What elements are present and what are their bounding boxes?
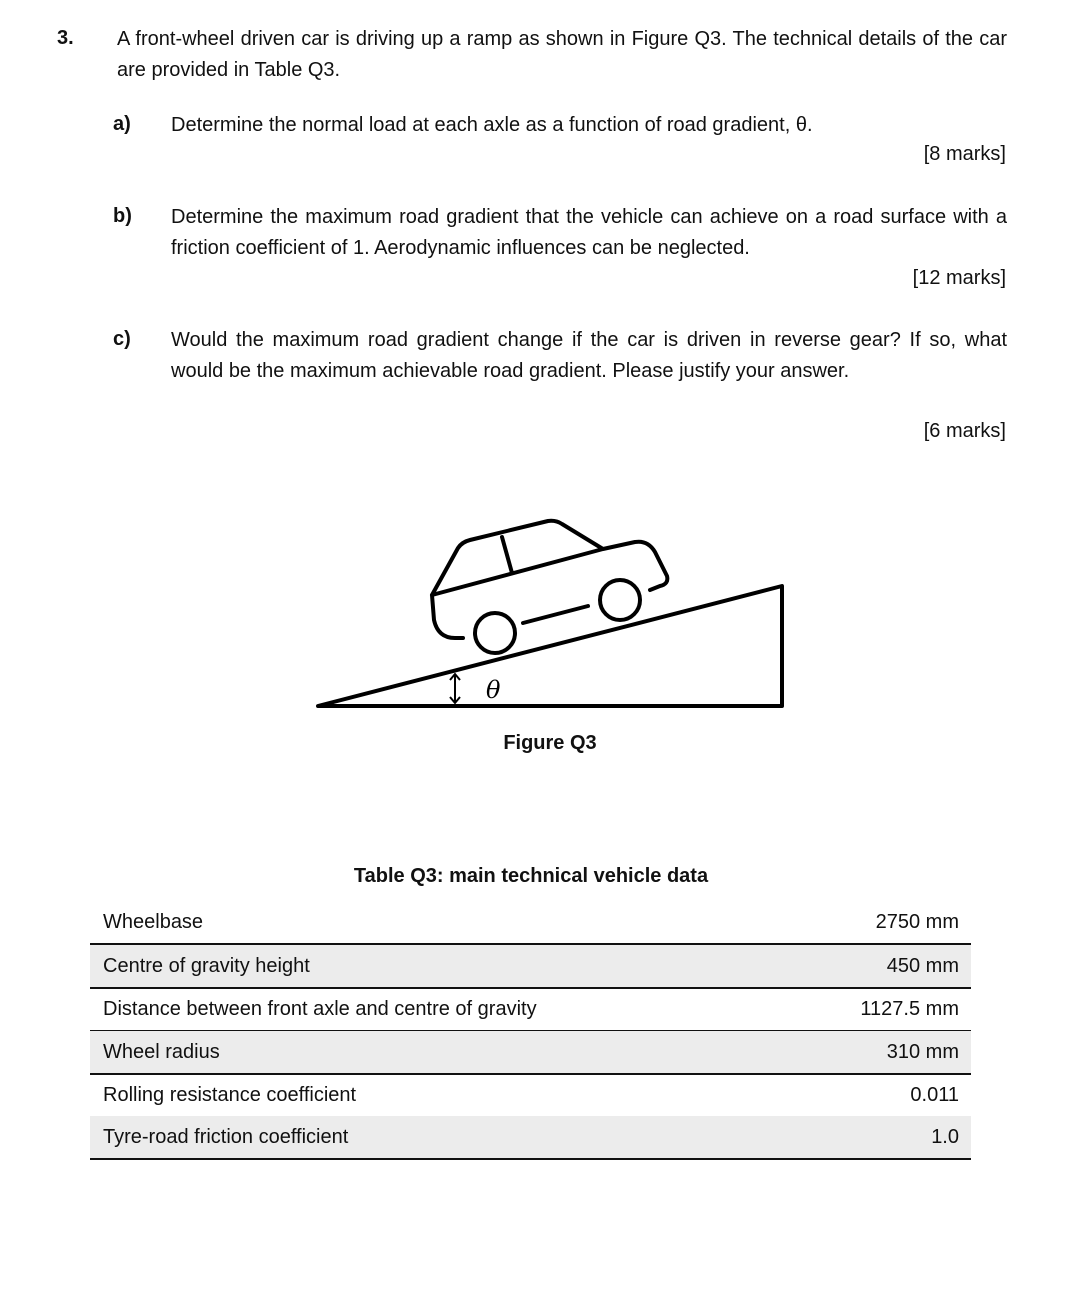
angle-arrow-icon xyxy=(450,674,460,703)
row-label: Rolling resistance coefficient xyxy=(103,1084,357,1106)
row-label: Wheelbase xyxy=(103,911,204,933)
question-number: 3. xyxy=(57,27,74,49)
part-c-label: c) xyxy=(113,328,131,350)
table-row xyxy=(90,1074,971,1118)
table-row xyxy=(90,901,971,945)
part-a-marks: [8 marks] xyxy=(923,143,1006,165)
axle-line xyxy=(523,606,588,623)
question-intro: A front-wheel driven car is driving up a ramp as shown in Figure Q3. The technical details of the car are provided in Table Q3. xyxy=(117,28,1007,81)
table-row xyxy=(90,1031,971,1075)
row-value: 310 mm xyxy=(886,1041,959,1063)
row-value: 450 mm xyxy=(886,955,959,977)
part-b-marks: [12 marks] xyxy=(912,267,1006,289)
angle-label: θ xyxy=(486,676,501,704)
rear-wheel xyxy=(475,613,515,653)
front-wheel xyxy=(600,580,640,620)
part-b-label: b) xyxy=(113,205,132,227)
row-value: 1.0 xyxy=(931,1126,959,1148)
row-label: Wheel radius xyxy=(103,1041,220,1063)
table-caption: Table Q3: main technical vehicle data xyxy=(353,865,709,887)
part-a-label: a) xyxy=(113,113,131,135)
table-row xyxy=(90,945,971,989)
row-label: Tyre-road friction coefficient xyxy=(103,1126,349,1148)
row-label: Distance between front axle and centre of gravity xyxy=(103,998,537,1020)
ramp xyxy=(318,586,782,706)
row-value: 0.011 xyxy=(910,1084,959,1106)
part-c-text: Would the maximum road gradient change if the car is driven in reverse gear? If so, what would be the maximum achievable road gradient. Please justify your answer. xyxy=(171,329,1007,382)
row-value: 1127.5 mm xyxy=(860,998,959,1020)
row-value: 2750 mm xyxy=(875,911,959,933)
part-b-text: Determine the maximum road gradient that the vehicle can achieve on a road surface with a friction coefficient of 1. Aerodynamic influences can be neglected. xyxy=(171,206,1007,259)
part-a-text: Determine the normal load at each axle as a function of road gradient, θ. xyxy=(171,114,813,136)
table-row xyxy=(90,988,971,1032)
table-row xyxy=(90,1116,971,1160)
row-label: Centre of gravity height xyxy=(103,955,310,977)
part-c-marks: [6 marks] xyxy=(923,420,1006,442)
figure-caption: Figure Q3 xyxy=(503,732,597,754)
car-body xyxy=(432,521,667,638)
